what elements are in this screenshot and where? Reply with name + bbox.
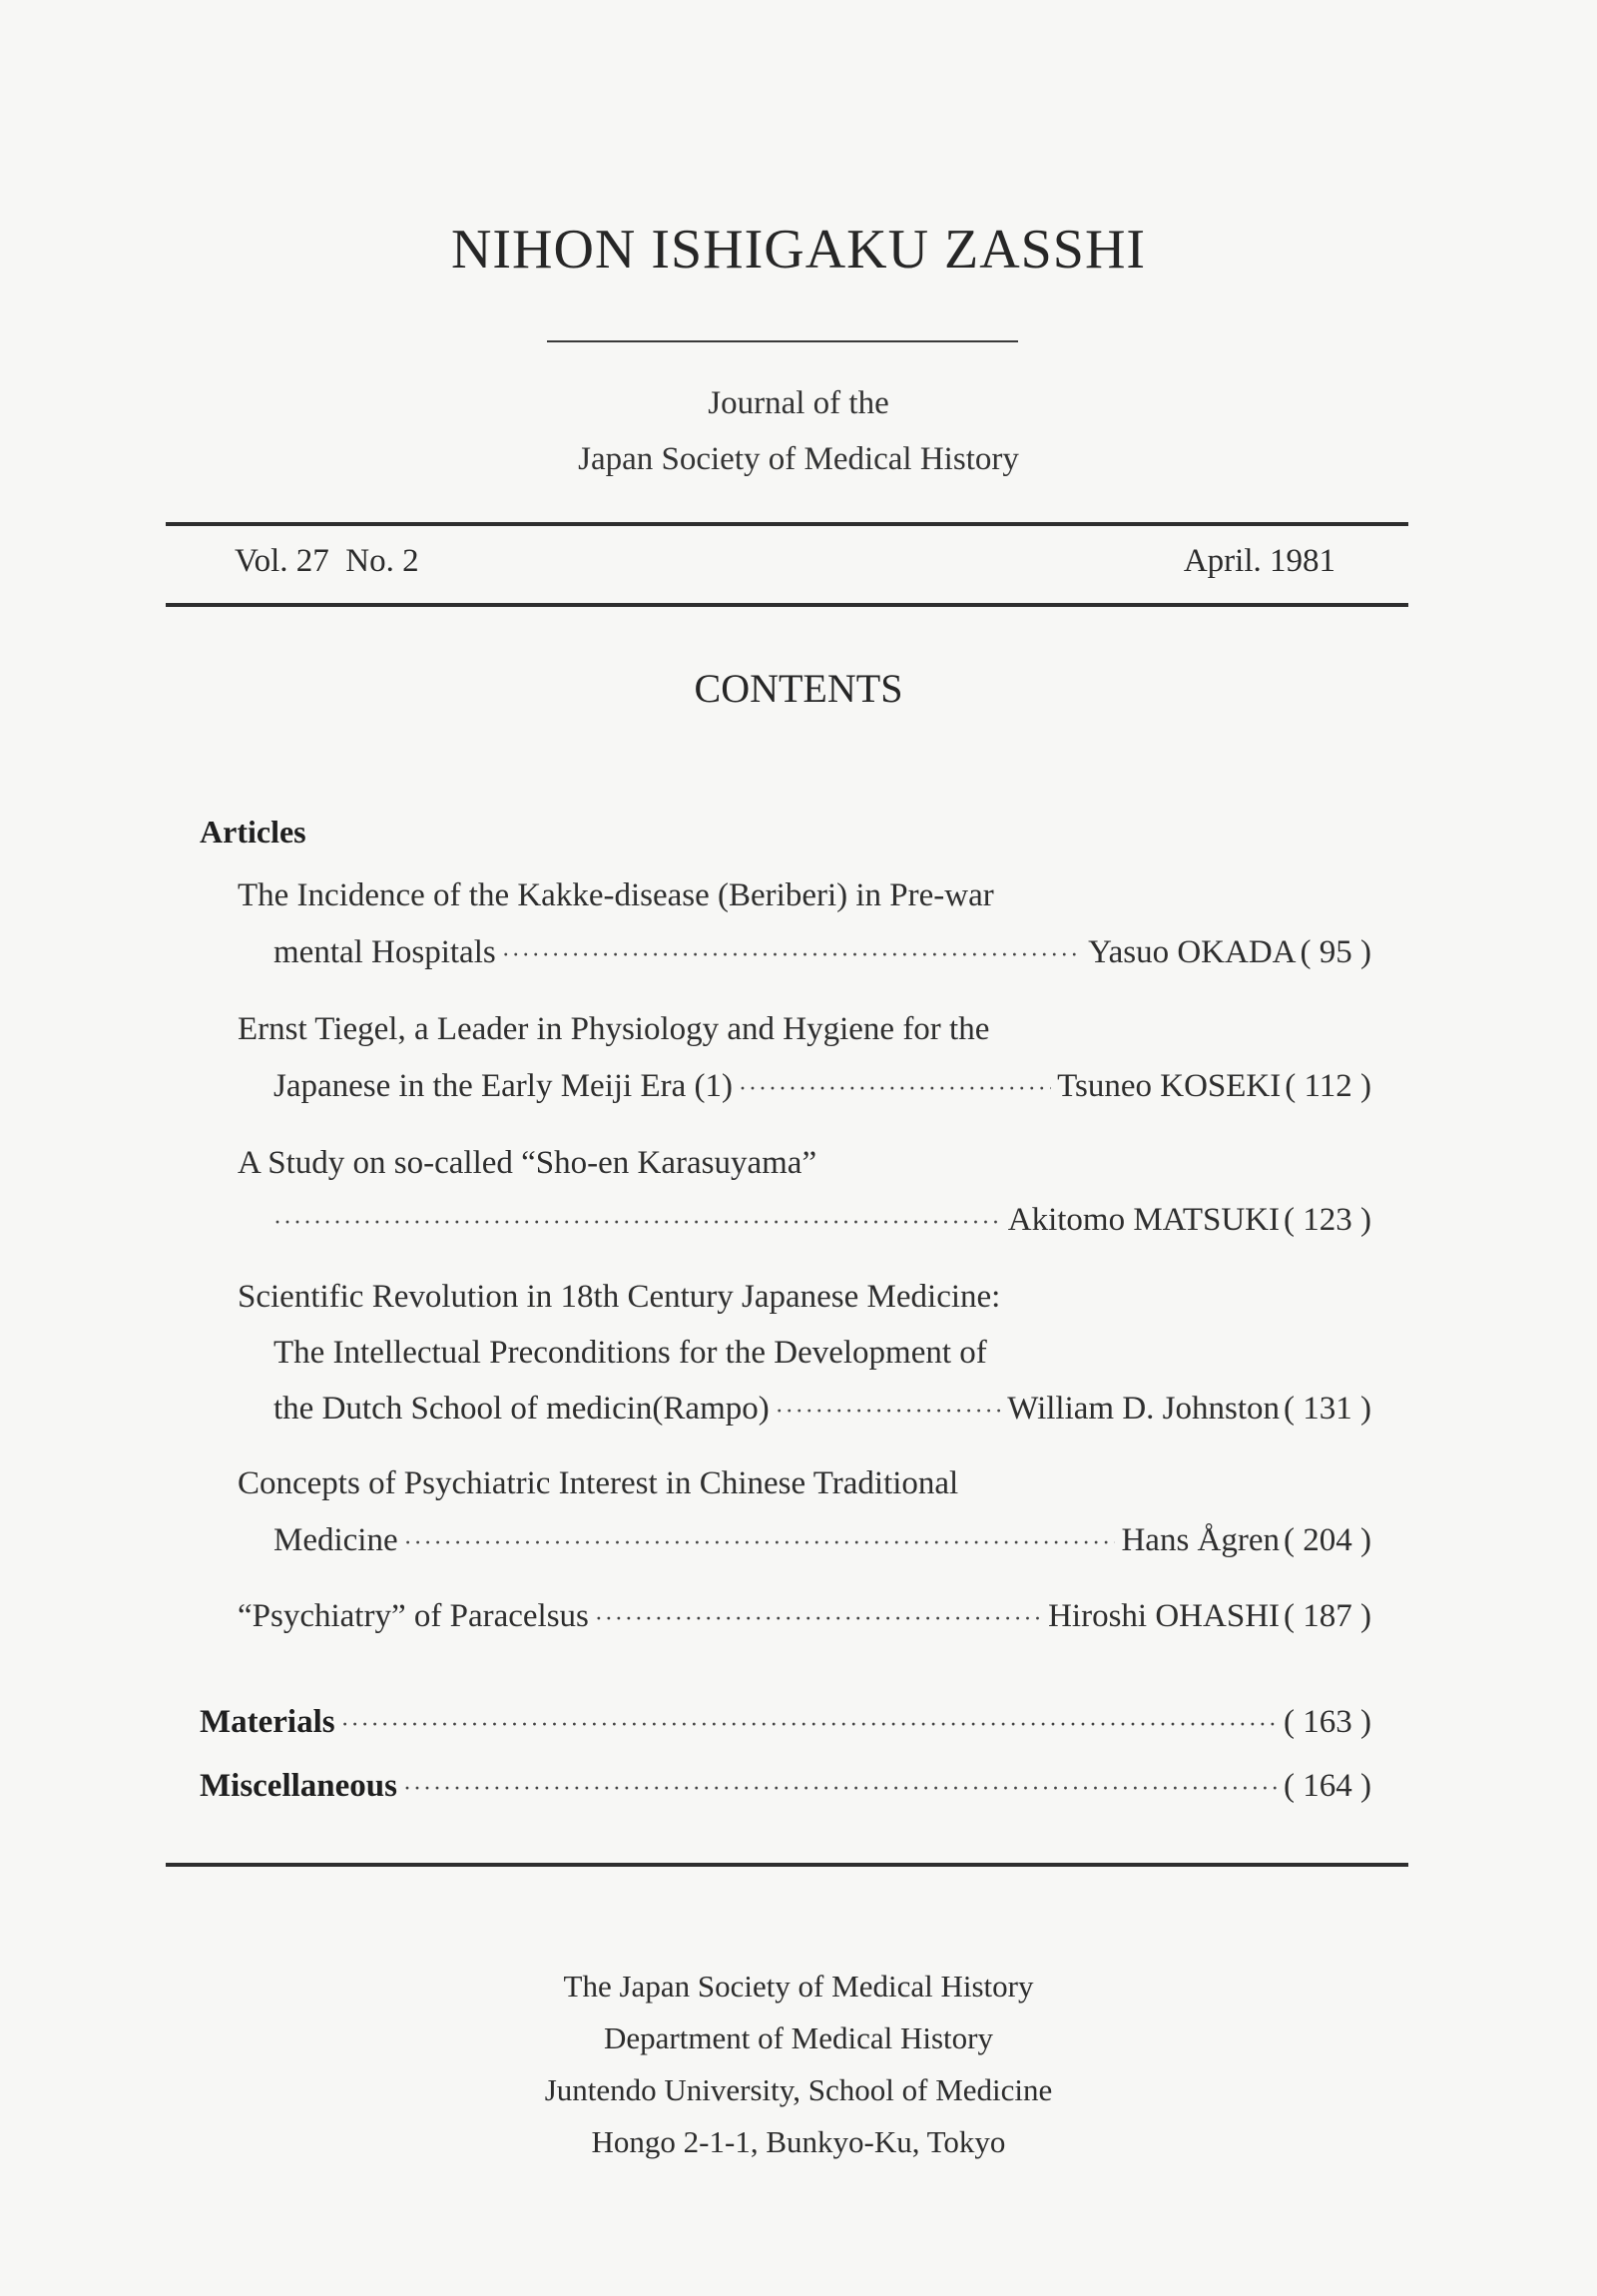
article-4-title-line-2: The Intellectual Preconditions for the Development of	[273, 1335, 987, 1371]
article-6-author: Hiroshi OHASHI	[1048, 1598, 1281, 1634]
article-3-author: Akitomo MATSUKI	[1007, 1202, 1281, 1238]
leader-dots	[739, 1076, 1051, 1103]
materials-label: Materials	[200, 1704, 335, 1740]
article-2-page: ( 112 )	[1285, 1068, 1371, 1104]
materials-entry	[200, 1704, 1371, 1741]
article-5-page: ( 204 )	[1284, 1522, 1371, 1558]
article-2-title-line-2: Japanese in the Early Meiji Era (1)	[273, 1068, 733, 1104]
leader-dots	[404, 1530, 1116, 1557]
leader-dots	[403, 1776, 1278, 1803]
leader-dots	[595, 1606, 1042, 1633]
article-6-page: ( 187 )	[1284, 1598, 1371, 1634]
article-6-entry	[238, 1598, 1371, 1635]
article-5-title-line-1: Concepts of Psychiatric Interest in Chinese Traditional	[238, 1465, 959, 1501]
article-4-title-line-1: Scientific Revolution in 18th Century Japanese Medicine:	[238, 1279, 1001, 1315]
title-divider	[547, 340, 1018, 342]
article-1-page: ( 95 )	[1300, 934, 1371, 970]
article-4-title-line-3: the Dutch School of medicin(Rampo)	[273, 1391, 770, 1427]
article-5-title-line-2: Medicine	[273, 1522, 398, 1558]
volume-number: Vol. 27 No. 2	[235, 543, 419, 579]
publisher-name: The Japan Society of Medical History	[563, 1969, 1034, 2004]
issue-date: April. 1981	[1183, 543, 1335, 579]
article-2-title-line-1: Ernst Tiegel, a Leader in Physiology and Hygiene for the	[238, 1011, 990, 1047]
contents-heading: CONTENTS	[694, 666, 903, 711]
article-4-author: William D. Johnston	[1007, 1391, 1281, 1427]
article-6-title: “Psychiatry” of Paracelsus	[238, 1598, 589, 1634]
leader-dots	[341, 1712, 1278, 1739]
article-5-entry	[273, 1522, 1371, 1559]
leader-dots	[502, 942, 1082, 969]
article-3-entry	[273, 1202, 1371, 1239]
contents-bottom-rule	[166, 1863, 1408, 1867]
article-3-page: ( 123 )	[1284, 1202, 1371, 1238]
article-4-page: ( 131 )	[1284, 1391, 1371, 1427]
header-rule-bottom	[166, 603, 1408, 607]
article-1-title-line-1: The Incidence of the Kakke-disease (Beriberi) in Pre-war	[238, 877, 994, 913]
leader-dots	[776, 1399, 1002, 1426]
article-2-entry	[273, 1068, 1371, 1105]
miscellaneous-label: Miscellaneous	[200, 1768, 397, 1804]
journal-title: NIHON ISHIGAKU ZASSHI	[450, 219, 1147, 281]
leader-dots	[273, 1210, 1002, 1237]
miscellaneous-entry	[200, 1768, 1371, 1805]
miscellaneous-page: ( 164 )	[1284, 1768, 1371, 1804]
article-4-entry	[273, 1391, 1371, 1428]
article-3-title-line-1: A Study on so-called “Sho-en Karasuyama”	[238, 1145, 817, 1181]
journal-subtitle-line-2: Japan Society of Medical History	[578, 441, 1019, 477]
materials-page: ( 163 )	[1284, 1704, 1371, 1740]
article-5-author: Hans Ågren	[1121, 1522, 1281, 1558]
articles-heading: Articles	[200, 814, 306, 850]
journal-subtitle-line-1: Journal of the	[708, 385, 889, 421]
publisher-university: Juntendo University, School of Medicine	[544, 2072, 1053, 2107]
header-rule-top	[166, 522, 1408, 526]
publisher-address: Hongo 2-1-1, Bunkyo-Ku, Tokyo	[591, 2124, 1006, 2159]
publisher-department: Department of Medical History	[604, 2020, 993, 2055]
article-1-title-line-2: mental Hospitals	[273, 934, 496, 970]
article-1-entry	[273, 934, 1371, 971]
article-2-author: Tsuneo KOSEKI	[1057, 1068, 1282, 1104]
article-1-author: Yasuo OKADA	[1088, 934, 1297, 970]
